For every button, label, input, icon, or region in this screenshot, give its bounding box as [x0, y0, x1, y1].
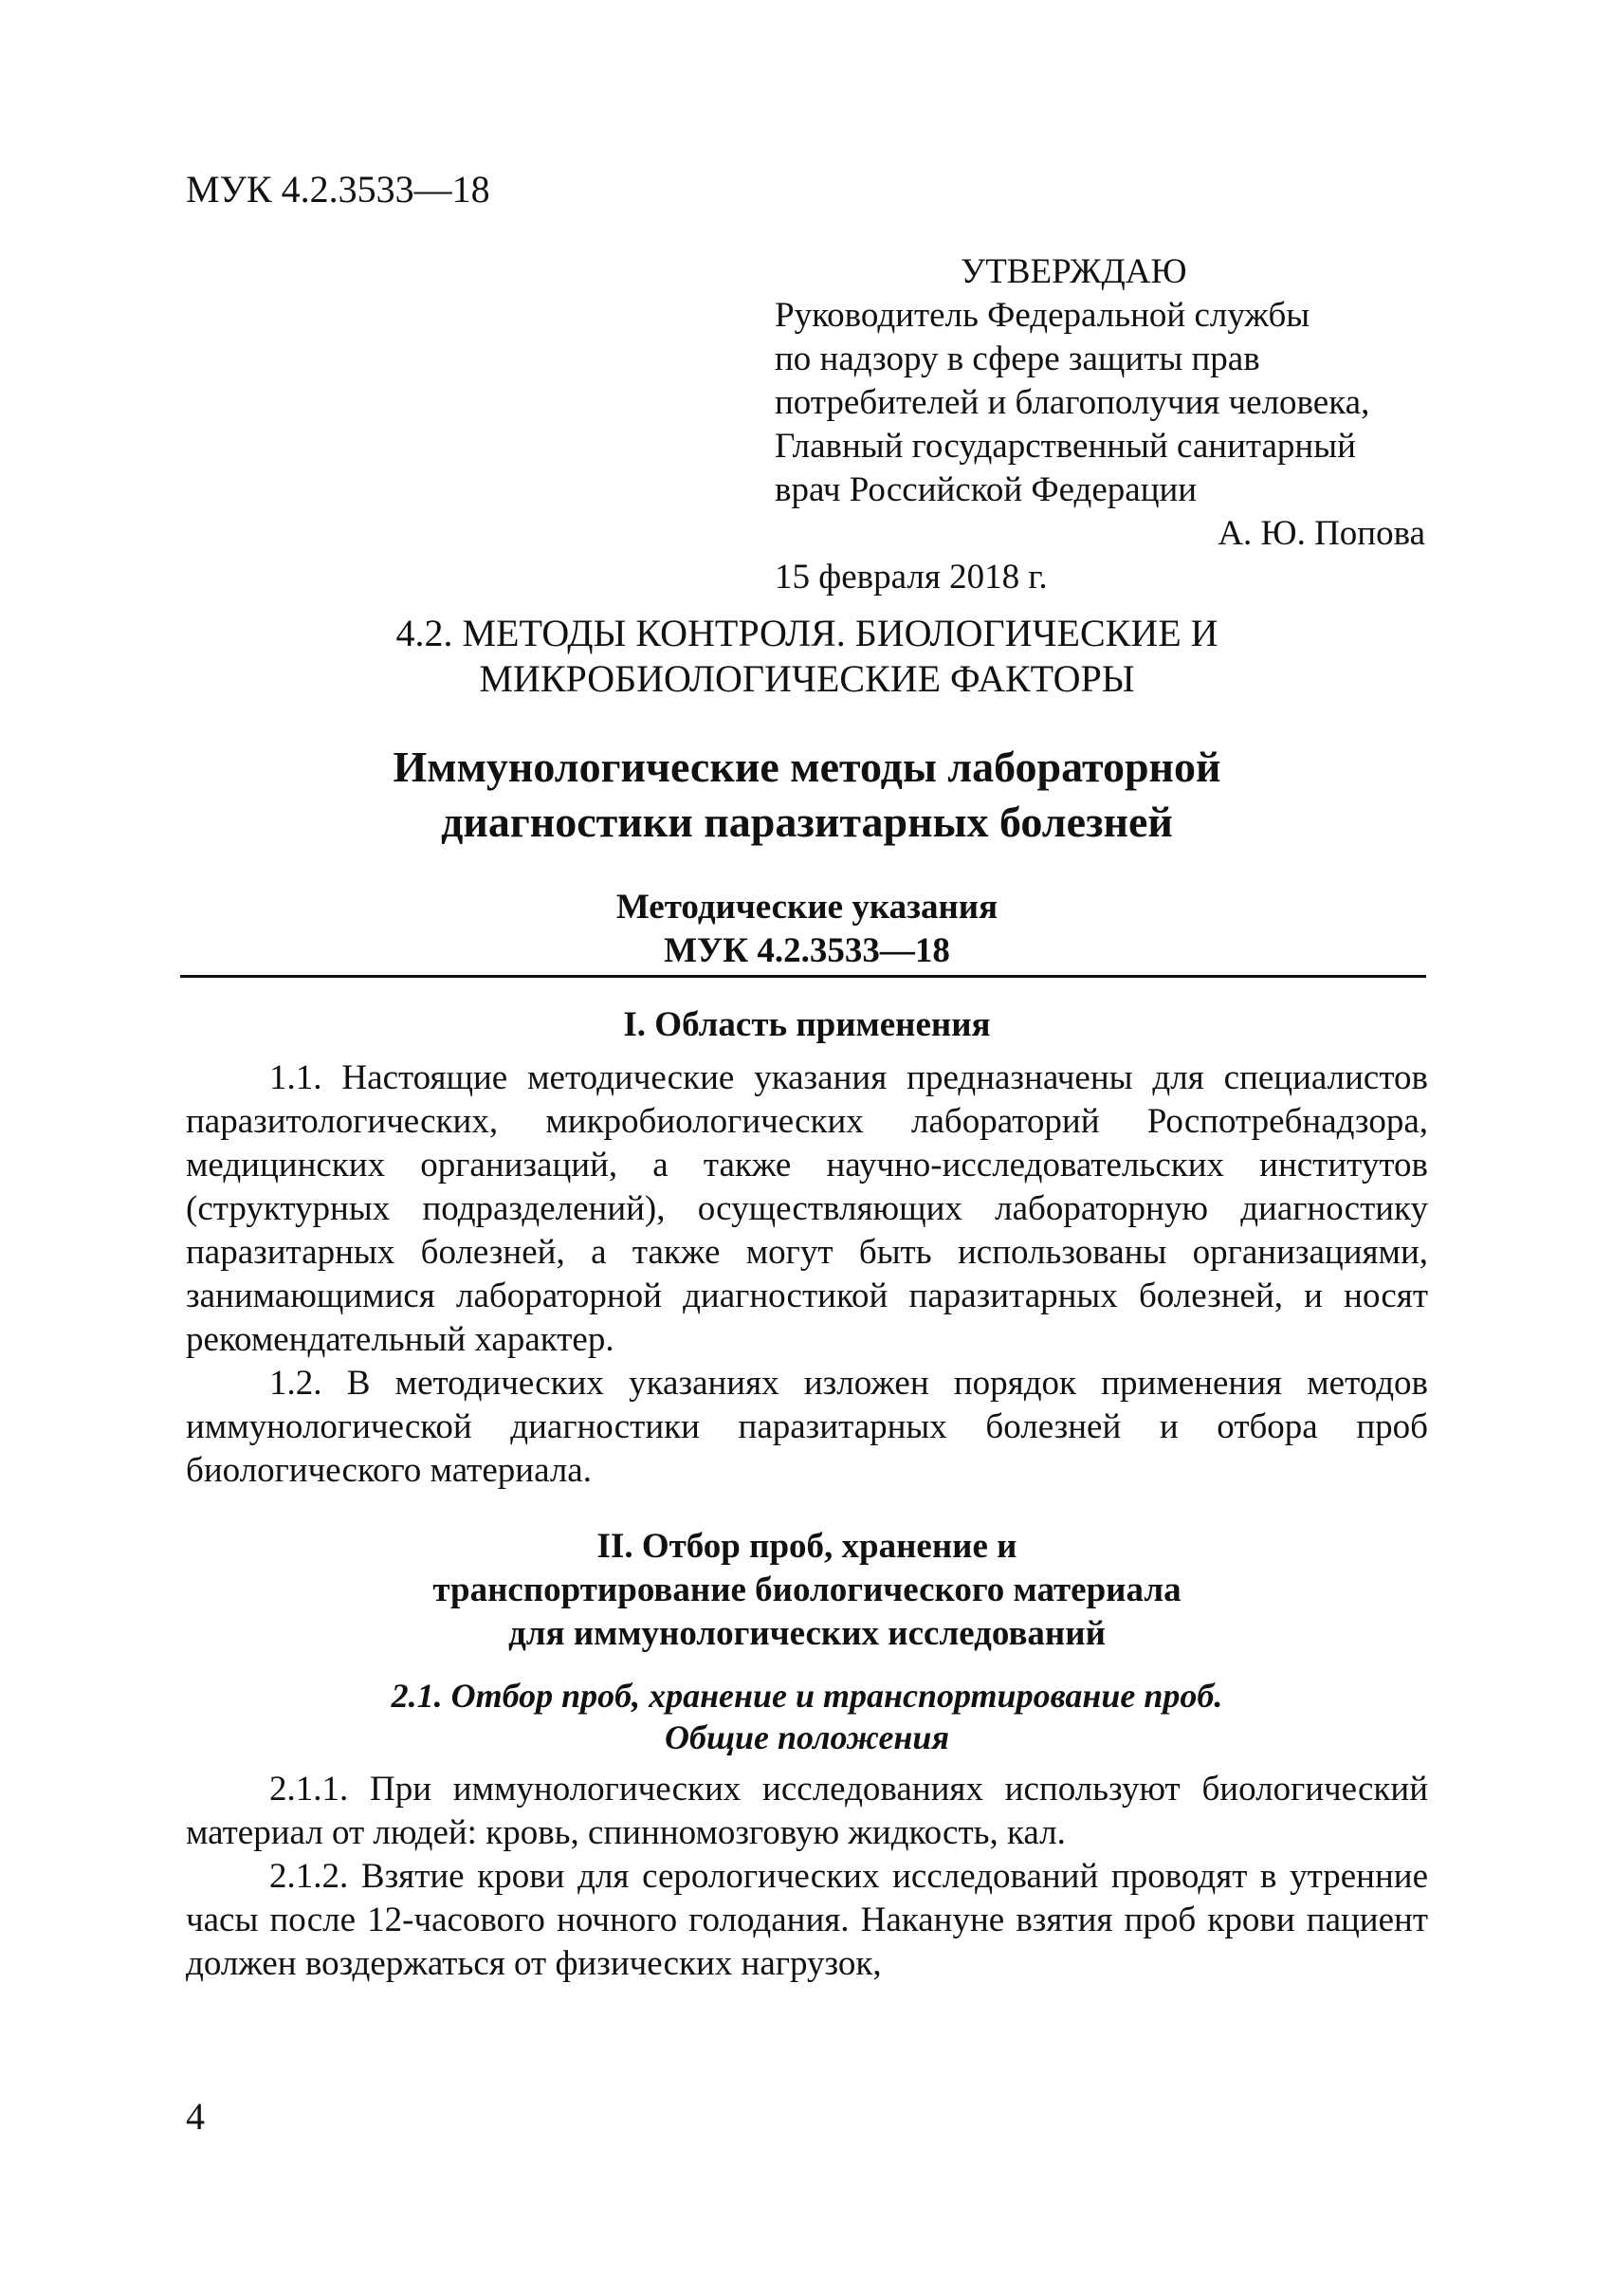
approval-position-line: Руководитель Федеральной службы [775, 296, 1310, 335]
paragraph-1-1: 1.1. Настоящие методические указания предназначены для специалистов паразитологических, микробиологических лабораторий Роспотребнадзора, медицинских организаций, а также научно-исследовательских институтов (структурных подразделений), осуществляющих лабораторную диагностику паразитарных болезней, а также могут быть использованы организациями, занимающимися лабораторной диагностикой паразитарных болезней, и носят рекомендательный характер. [186, 1058, 1428, 1359]
approval-position-line: потребителей и благополучия человека, [775, 383, 1370, 422]
approval-signer: А. Ю. Попова [1218, 514, 1425, 553]
document-code-label: МУК 4.2.3533—18 [664, 931, 950, 970]
section-2-heading-line: для иммунологических исследований [508, 1614, 1106, 1653]
section-1-heading: I. Область применения [623, 1005, 991, 1044]
approval-position-line: по надзору в сфере защиты прав [775, 340, 1260, 378]
section-2 [186, 1525, 1428, 1986]
document-title-line: диагностики паразитарных болезней [441, 798, 1173, 846]
paragraph-2-1-1: 2.1.1. При иммунологических исследованиях используют биологический материал от людей: кровь, спинномозговую жидкость, кал. [186, 1770, 1428, 1852]
document-title-line: Иммунологические методы лабораторной [393, 743, 1221, 791]
page-number: 4 [186, 2095, 205, 2138]
document-subtitle [186, 886, 1428, 973]
subsection-heading-line: Общие положения [665, 1718, 949, 1756]
section-1 [186, 1003, 1428, 1493]
section-2-heading [186, 1525, 1428, 1656]
paragraph-1-2: 1.2. В методических указаниях изложен порядок применения методов иммунологической диагностики паразитарных болезней и отбора проб биологического материала. [186, 1364, 1428, 1490]
approval-position-line: Главный государственный санитарный [775, 427, 1356, 466]
approval-position-line: врач Российской Федерации [775, 470, 1198, 509]
document-type-label: Методические указания [615, 888, 998, 927]
approval-title: УТВЕРЖДАЮ [961, 252, 1187, 291]
document-code-header: МУК 4.2.3533—18 [186, 168, 490, 211]
paragraph-2-1-2: 2.1.2. Взятие крови для серологических исследований проводят в утренние часы после 12-часового ночного голодания. Накануне взятия проб крови пациент должен воздержаться от физических нагрузок, [186, 1857, 1428, 1983]
subsection-2-1-heading [186, 1675, 1428, 1758]
document-title [186, 740, 1428, 850]
approval-block [775, 250, 1425, 599]
subsection-heading-line: 2.1. Отбор проб, хранение и транспортирование проб. [391, 1677, 1223, 1715]
section-2-heading-line: II. Отбор проб, хранение и [596, 1527, 1017, 1566]
section-category-header [186, 611, 1428, 702]
approval-date: 15 февраля 2018 г. [775, 558, 1048, 597]
section-2-heading-line: транспортирование биологического материала [432, 1570, 1182, 1609]
section-category-line: МИКРОБИОЛОГИЧЕСКИЕ ФАКТОРЫ [479, 657, 1135, 700]
title-divider [180, 975, 1426, 978]
section-category-line: 4.2. МЕТОДЫ КОНТРОЛЯ. БИОЛОГИЧЕСКИЕ И [395, 612, 1218, 654]
